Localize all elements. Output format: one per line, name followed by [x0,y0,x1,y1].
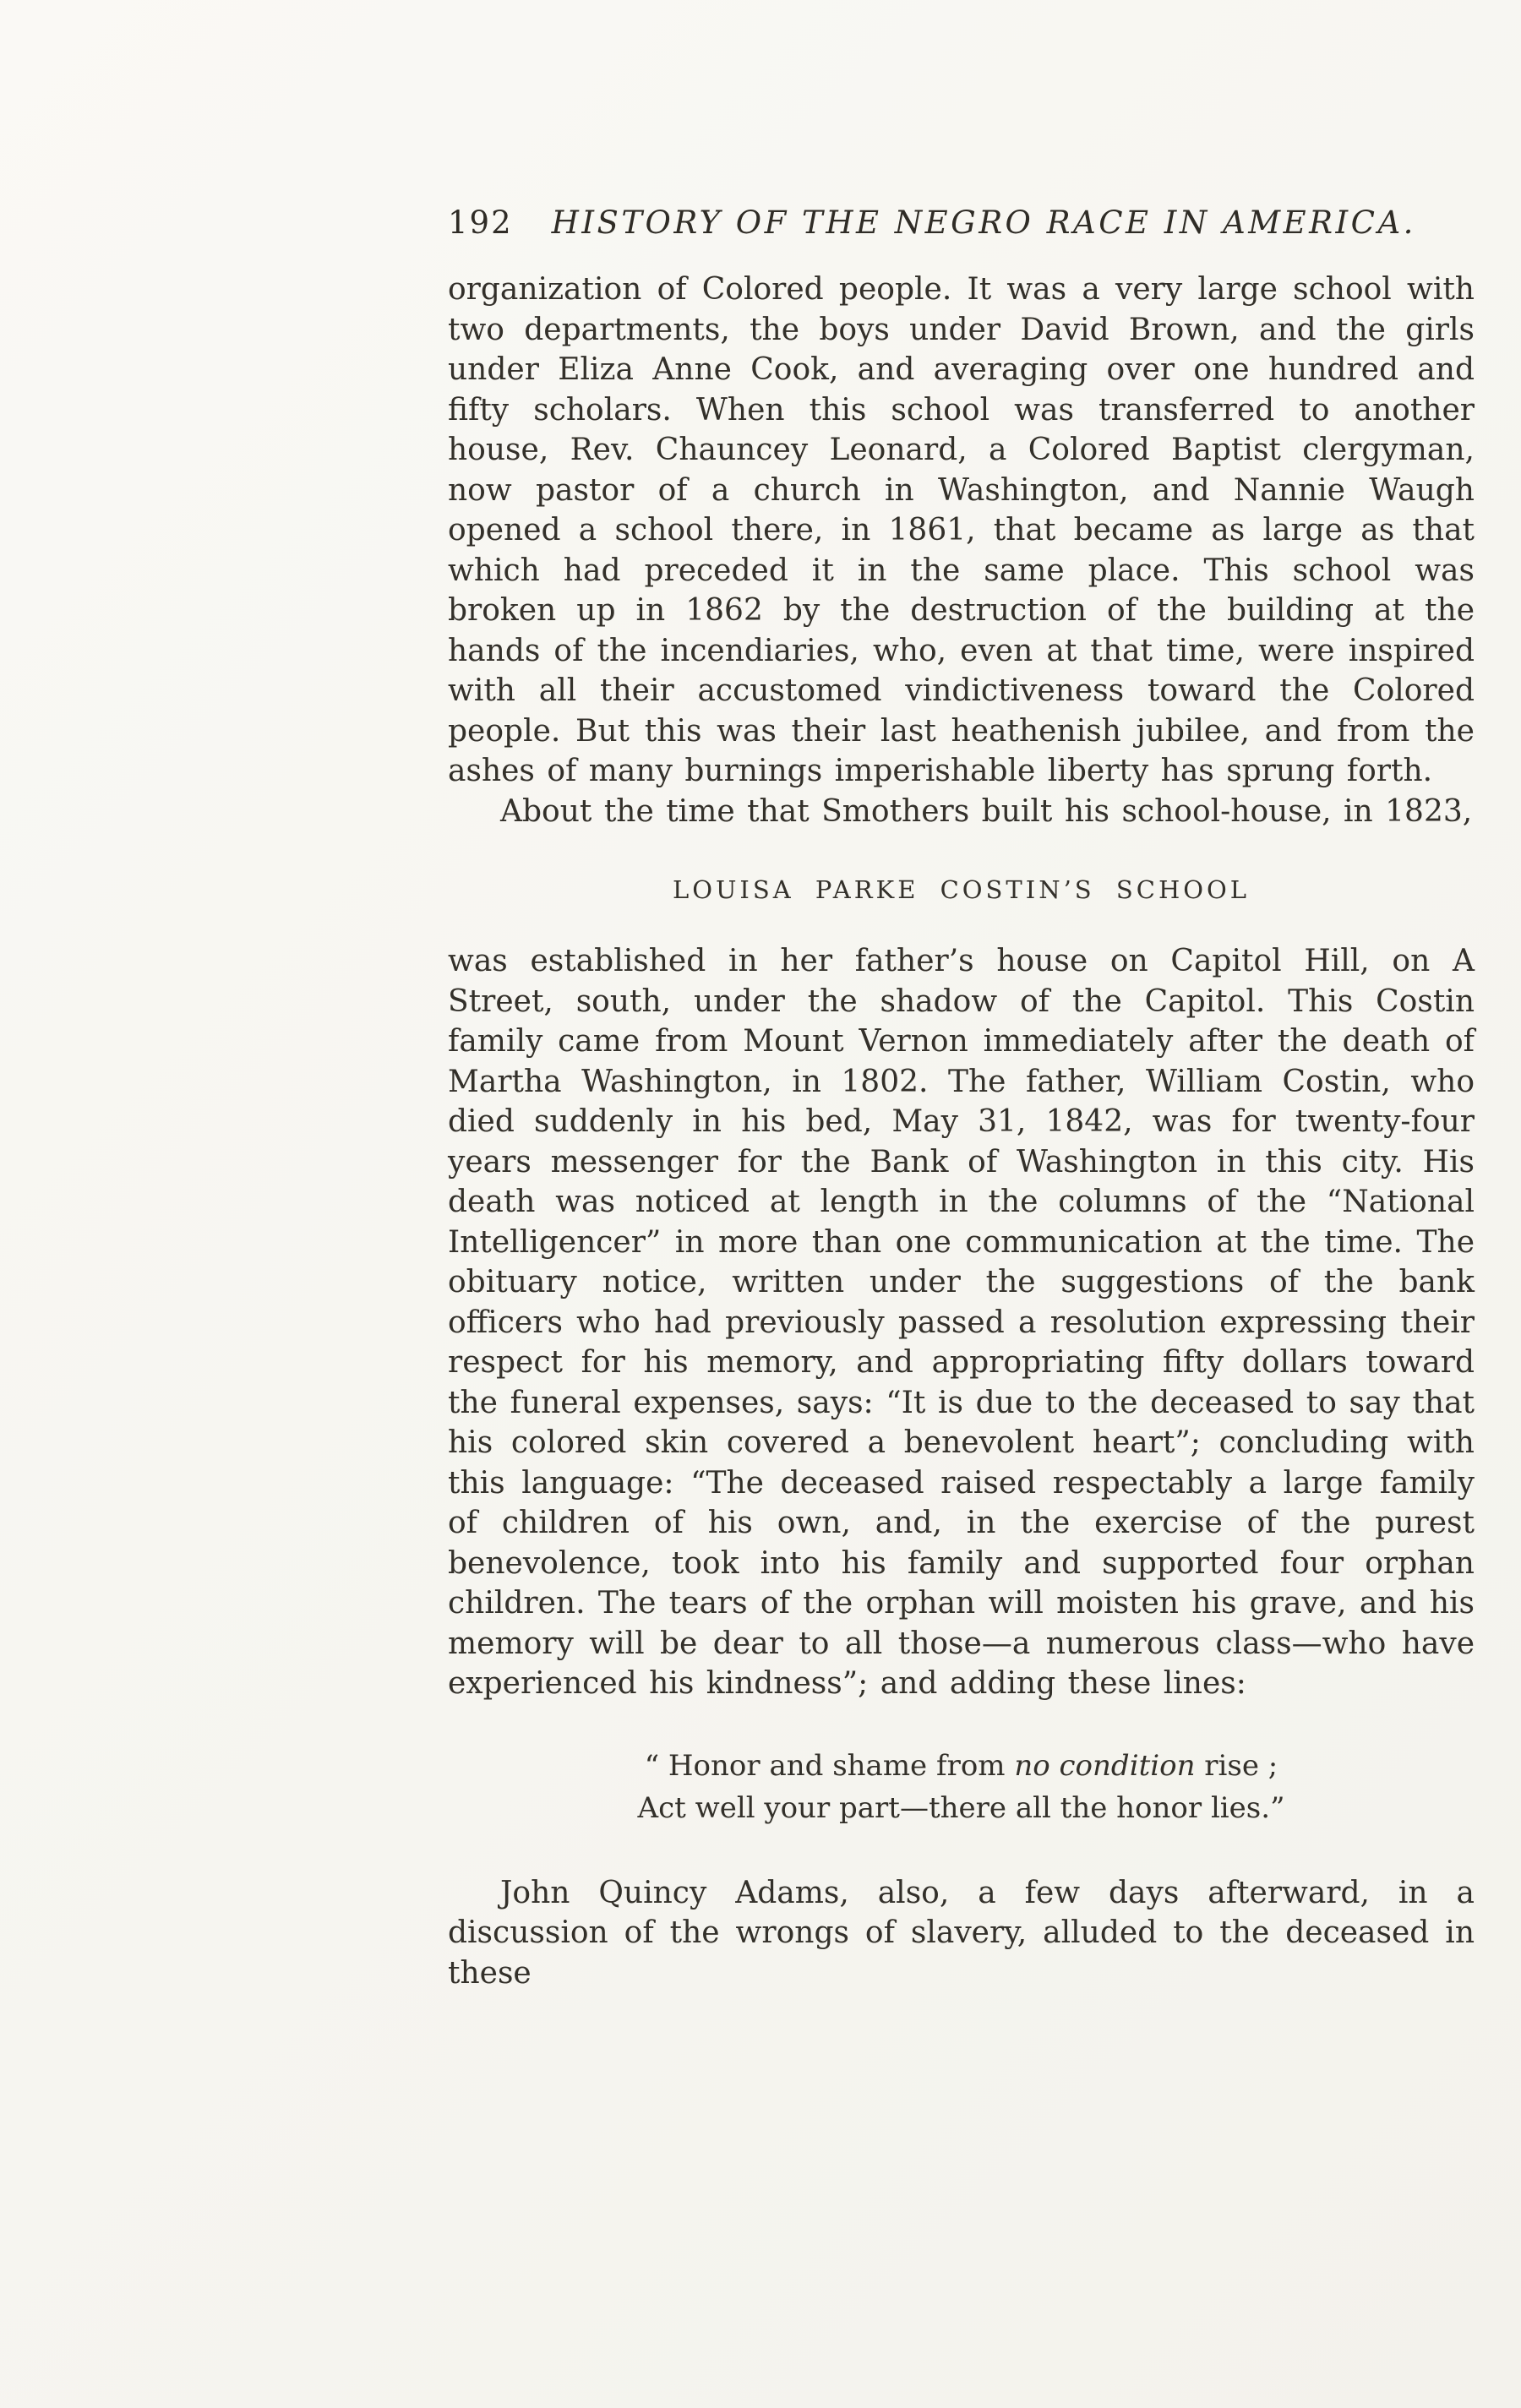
verse-line-1-open: “ Honor and shame from [644,1748,1015,1783]
running-title: HISTORY OF THE NEGRO RACE IN AMERICA. [551,204,1416,241]
verse-line-2: Act well your part—there all the honor lies.” [637,1790,1285,1825]
paragraph-adams: John Quincy Adams, also, a few days afterward, in a discussion of the wrongs of slavery, alluded to the deceased in these [448,1875,1475,1991]
section-heading: LOUISA PARKE COSTIN’S SCHOOL [672,875,1251,904]
paragraph-costin: was established in her father’s house on Capitol Hill, on A Street, south, under the shadow of the Capitol. This Costin family came from Mount Vernon immediately after the death of Martha Washington, in 1802. The father, William Costin, who died suddenly in his bed, May 31, 1842, was for twenty-four years messenger for the Bank of Washington in this city. His death was noticed at length in the columns of the “National Intelligencer” in more than one communication at the time. The obituary notice, written under the suggestions of the bank officers who had previously passed a resolution expressing their respect for his memory, and appropriating fifty dollars toward the funeral expenses, says: “It is due to the deceased to say that his colored skin covered a benevolent heart”; concluding with this language: “The deceased raised respectably a large family of children of his own, and, in the exercise of the purest benevolence, took into his family and supported four orphan children. The tears of the orphan will moisten his grave, and his memory will be dear to all those—a numerous class—who have experienced his kindness”; and adding these lines: [448,944,1475,1701]
text-column [448,204,1475,1993]
verse-line-1-italic: no condition [1014,1748,1196,1783]
paragraph-smothers: About the time that Smothers built his school-house, in 1823, [500,793,1473,829]
page-number: 192 [448,204,513,241]
paragraph-continuation: organization of Colored people. It was a very large school with two departments, the boys under David Brown, and the girls under Eliza Anne Cook, and averaging over one hundred and fifty scholars. When this school was transferred to another house, Rev. Chauncey Leonard, a Colored Baptist clergyman, now pastor of a church in Washington, and Nannie Waugh opened a school there, in 1861, that became as large as that which had preceded it in the same place. This school was broken up in 1862 by the destruction of the building at the hands of the incendiaries, who, even at that time, were inspired with all their accustomed vindictiveness toward the Colored people. But this was their last heathenish jubilee, and from the ashes of many burnings imperishable liberty has sprung forth. [448,272,1475,788]
verse-line-1 [448,1745,1475,1787]
page-header [448,204,1475,241]
verse-line-1-close: rise ; [1195,1748,1278,1783]
verse-block [448,1745,1475,1829]
